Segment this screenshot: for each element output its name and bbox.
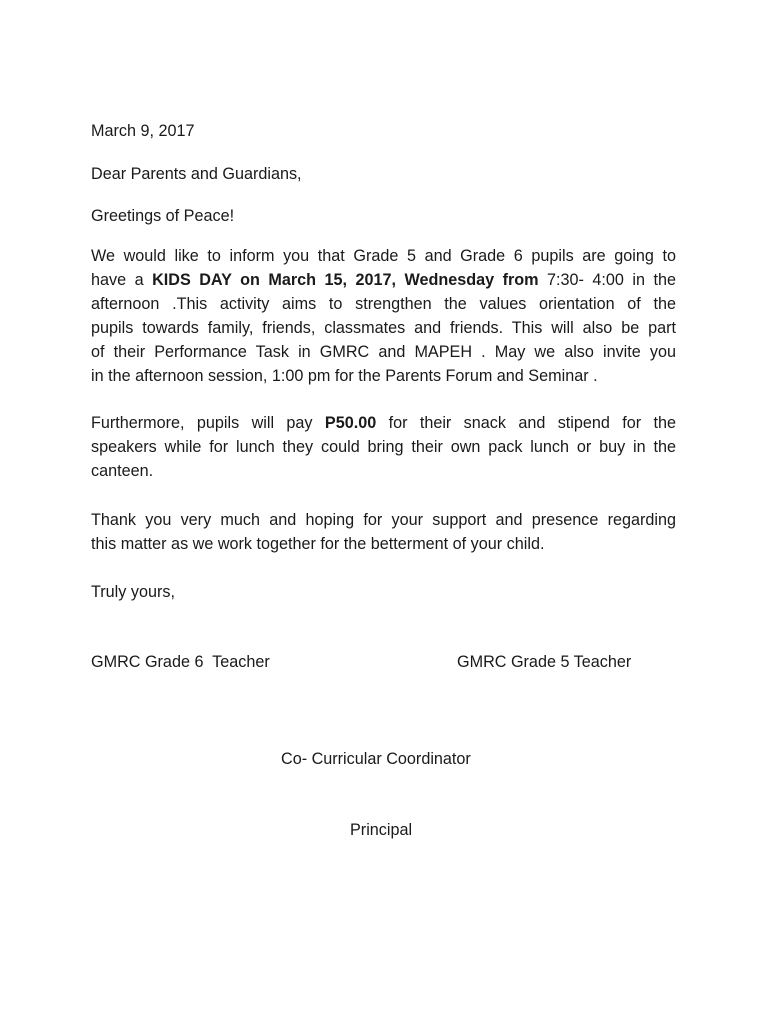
letter-date: March 9, 2017 <box>91 122 195 140</box>
payment-amount: P50.00 <box>324 414 377 432</box>
letter-salutation: Dear Parents and Guardians, <box>91 165 302 183</box>
event-details: KIDS DAY on March 15, 2017, Wednesday from <box>152 271 539 289</box>
paragraph-thanks <box>91 508 676 556</box>
signatory-coordinator: Co- Curricular Coordinator <box>281 750 471 768</box>
paragraph-line: canteen. <box>91 462 154 480</box>
signatory-grade6-teacher: GMRC Grade 6 Teacher <box>91 653 270 671</box>
paragraph-line: in the afternoon session, 1:00 pm for the Parents Forum and Seminar . <box>91 367 598 385</box>
paragraph-line: Furthermore, pupils will pay P50.00 for their snack and stipend for the <box>91 414 677 432</box>
letter-closing: Truly yours, <box>91 583 175 601</box>
paragraph-line: We would like to inform you that Grade 5 and Grade 6 pupils are going to <box>91 247 676 265</box>
letter-greeting: Greetings of Peace! <box>91 207 235 225</box>
paragraph-line: Thank you very much and hoping for your support and presence regarding <box>91 511 676 529</box>
paragraph-line: have a KIDS DAY on March 15, 2017, Wednesday from 7:30- 4:00 in the <box>91 271 676 289</box>
paragraph-payment <box>91 411 676 483</box>
paragraph-line: pupils towards family, friends, classmates and friends. This will also be part <box>91 319 676 337</box>
paragraph-line: afternoon .This activity aims to strengthen the values orientation of the <box>91 295 676 313</box>
paragraph-line: of their Performance Task in GMRC and MAPEH . May we also invite you <box>91 343 676 361</box>
paragraph-kids-day <box>91 244 676 388</box>
signatory-grade5-teacher: GMRC Grade 5 Teacher <box>457 653 632 671</box>
paragraph-line: speakers while for lunch they could bring their own pack lunch or buy in the <box>91 438 676 456</box>
signatory-principal: Principal <box>350 821 413 839</box>
paragraph-line: this matter as we work together for the betterment of your child. <box>91 535 545 553</box>
